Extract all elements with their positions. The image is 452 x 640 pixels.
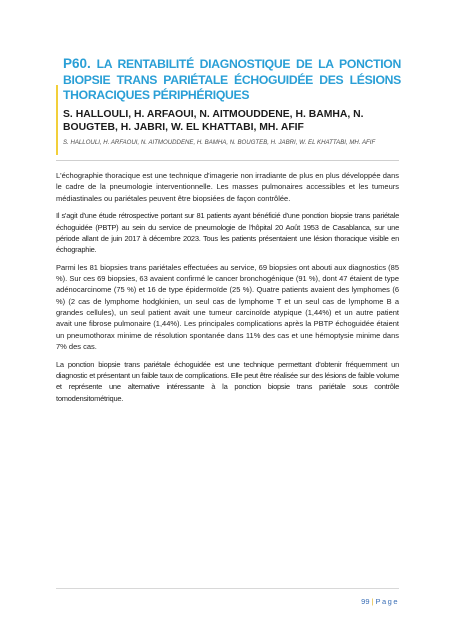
abstract-header [63, 56, 401, 149]
abstract-title [63, 56, 401, 104]
authors-bold: S. HALLOULI, H. ARFAOUI, N. AITMOUDDENE, H. BAMHA, N. BOUGTEB, H. JABRI, W. EL KHATTABI, MH. AFIF [63, 108, 364, 134]
paragraph-results: Parmi les 81 biopsies trans pariétales effectuées au service, 69 biopsies ont abouti aux diagnostics (85 %). Sur ces 69 biopsies, 63 avaient confirmé le cancer bronchogénique (91 %), dont 47 étaient de type adénocarcinome (75 %) et 16 de type épidermoïde (25 %). Quatre patients avaient des lymphomes (6 %) (2 cas de lymphome hodgkinien, un seul cas de lymphome T et un seul cas de lymphome B a grandes cellules), un seul patient avait une tumeur carcinoïde atypique (1,44%) et un autre patient avait une fibrose pulmonaire (1,44%). Les principales complications après la PBTP échoguidée étaient un pneumothorax minime de résolution spontanée dans 11% des cas et une hémoptysie minime dans 7% des cas. [56, 262, 399, 351]
header-divider [56, 160, 399, 161]
abstract-body [56, 170, 399, 410]
paragraph-conclusion: La ponction biopsie trans pariétale échoguidée est une technique permettant d'obtenir fréquemment un diagnostic et présentant un faible taux de complications. Elle peut être réalisée sur des lésions de faible volume et représente une alternative intéressante à la ponction biopsie trans pariétale sous contrôle tomodensitométrique. [56, 359, 399, 403]
paragraph-methods: Il s'agit d'une étude rétrospective portant sur 81 patients ayant bénéficié d'une ponction biopsie trans pariétale échoguidée (PBTP) au sein du service de pneumologie de l'hôpital 20 Août 1953 de Casablanca, sur une période allant de juin 2017 à décembre 2023. Tous les patients présentaient une lésion thoracique visible en échographie. [56, 211, 399, 255]
abstract-title-text: LA RENTABILITÉ DIAGNOSTIQUE DE LA PONCTION BIOPSIE TRANS PARIÉTALE ÉCHOGUIDÉE DES LÉSIONS THORACIQUES PÉRIPHÉRIQUES [63, 57, 401, 102]
authors-italic: S. HALLOULI, H. ARFAOUI, N. AITMOUDDENE, H. BAMHA, N. BOUGTEB, H. JABRI, W. EL KHATTABI, MH. AFIF [63, 139, 376, 147]
abstract-code: P60. [63, 56, 91, 71]
page-separator: | [371, 597, 374, 606]
accent-bar [56, 85, 58, 155]
page-number-value: 99 [361, 597, 370, 606]
footer-divider [56, 588, 399, 589]
page-number [361, 597, 399, 606]
page-label: Page [375, 597, 399, 606]
paragraph-introduction: L'échographie thoracique est une technique d'imagerie non irradiante de plus en plus développée dans le cadre de la pneumologie interventionnelle. Les masses pulmonaires accessibles et les tumeurs médiastinales ou pariétales peuvent être biopsiées de façon contrôlée. [56, 171, 399, 203]
